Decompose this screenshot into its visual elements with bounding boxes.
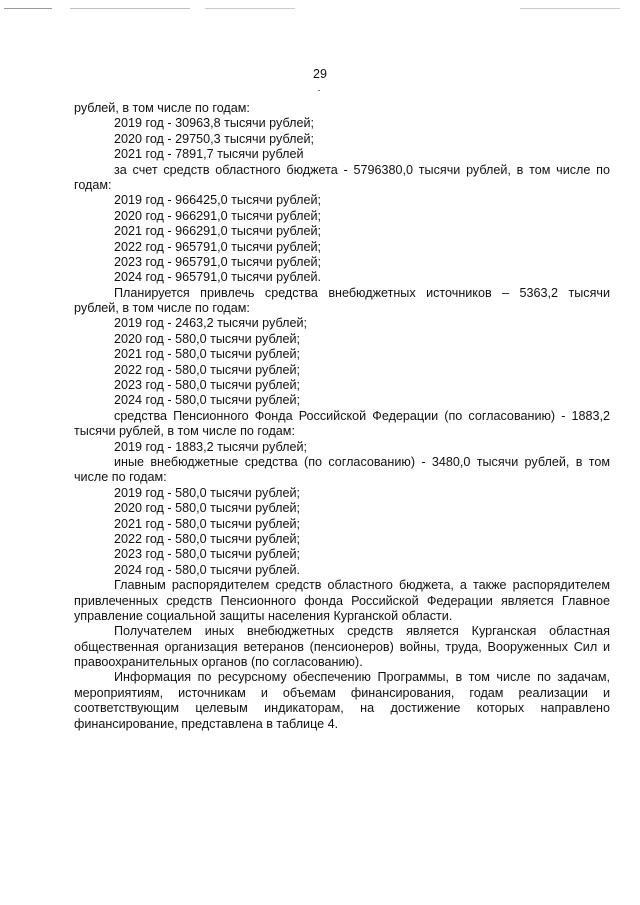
text-line: рублей, в том числе по годам: xyxy=(74,301,250,316)
text-line: 2023 год - 965791,0 тысячи рублей; xyxy=(114,254,321,269)
text-line: 2023 год - 580,0 тысячи рублей; xyxy=(114,547,300,562)
text-line: тысячи рублей, в том числе по годам: xyxy=(74,424,295,439)
scan-artifact-line xyxy=(520,8,620,9)
text-line: рублей, в том числе по годам: xyxy=(74,101,250,115)
page-number: 29 xyxy=(313,67,327,81)
text-line: управление социальной защиты населения Курганской области. xyxy=(74,608,453,623)
text-line: 2019 год - 2463,2 тысячи рублей; xyxy=(114,316,307,331)
text-line: соответствующим целевым индикаторам, на достижение которых направлено xyxy=(74,701,610,716)
text-line: мероприятиям, источникам и объемам финансирования, годам реализации и xyxy=(74,685,610,700)
scan-artifact-line xyxy=(205,8,295,9)
text-line: 2022 год - 965791,0 тысячи рублей; xyxy=(114,239,321,254)
text-line: иные внебюджетные средства (по согласованию) - 3480,0 тысячи рублей, в том xyxy=(114,454,610,469)
text-line: 2019 год - 1883,2 тысячи рублей; xyxy=(114,439,307,454)
text-line: Информация по ресурсному обеспечению Программы, в том числе по задачам, xyxy=(114,670,610,685)
document-body xyxy=(74,101,610,732)
scan-artifact-line xyxy=(4,8,52,9)
text-line: финансирование, представлена в таблице 4. xyxy=(74,716,339,731)
text-line: средства Пенсионного Фонда Российской Федерации (по согласованию) - 1883,2 xyxy=(114,408,610,423)
text-line: 2019 год - 580,0 тысячи рублей; xyxy=(114,485,300,500)
text-line: 2020 год - 966291,0 тысячи рублей; xyxy=(114,208,321,223)
text-line: 2024 год - 580,0 тысячи рублей; xyxy=(114,393,300,408)
text-line: годам: xyxy=(74,177,112,192)
text-line: общественная организация ветеранов (пенсионеров) войны, труда, Вооруженных Сил и xyxy=(74,639,610,654)
text-line: 2022 год - 580,0 тысячи рублей; xyxy=(114,362,300,377)
text-line: за счет средств областного бюджета - 5796380,0 тысячи рублей, в том числе по xyxy=(114,162,610,177)
scan-artifact-line xyxy=(70,8,190,9)
text-line: 2021 год - 7891,7 тысячи рублей xyxy=(114,147,304,162)
text-line: 2022 год - 580,0 тысячи рублей; xyxy=(114,531,300,546)
text-line: 2023 год - 580,0 тысячи рублей; xyxy=(114,378,300,393)
text-line: 2021 год - 580,0 тысячи рублей; xyxy=(114,347,300,362)
text-line: Главным распорядителем средств областного бюджета, а также распорядителем xyxy=(114,578,610,593)
text-line: 2024 год - 580,0 тысячи рублей. xyxy=(114,562,300,577)
text-line: числе по годам: xyxy=(74,470,167,485)
text-line: 2020 год - 580,0 тысячи рублей; xyxy=(114,501,300,516)
text-line: 2020 год - 29750,3 тысячи рублей; xyxy=(114,131,314,146)
text-line: 2019 год - 966425,0 тысячи рублей; xyxy=(114,193,321,208)
text-line: 2021 год - 580,0 тысячи рублей; xyxy=(114,516,300,531)
text-line: Получателем иных внебюджетных средств является Курганская областная xyxy=(114,624,610,639)
text-line: 2020 год - 580,0 тысячи рублей; xyxy=(114,331,300,346)
text-line: 2024 год - 965791,0 тысячи рублей. xyxy=(114,270,321,285)
scan-artifact-dot xyxy=(318,90,320,91)
text-line: правоохранительных органов (по согласованию). xyxy=(74,655,363,670)
text-line: 2021 год - 966291,0 тысячи рублей; xyxy=(114,224,321,239)
text-line: привлеченных средств Пенсионного фонда Российской Федерации является Главное xyxy=(74,593,610,608)
text-line: Планируется привлечь средства внебюджетных источников – 5363,2 тысячи xyxy=(114,285,610,300)
text-line: 2019 год - 30963,8 тысячи рублей; xyxy=(114,116,314,131)
